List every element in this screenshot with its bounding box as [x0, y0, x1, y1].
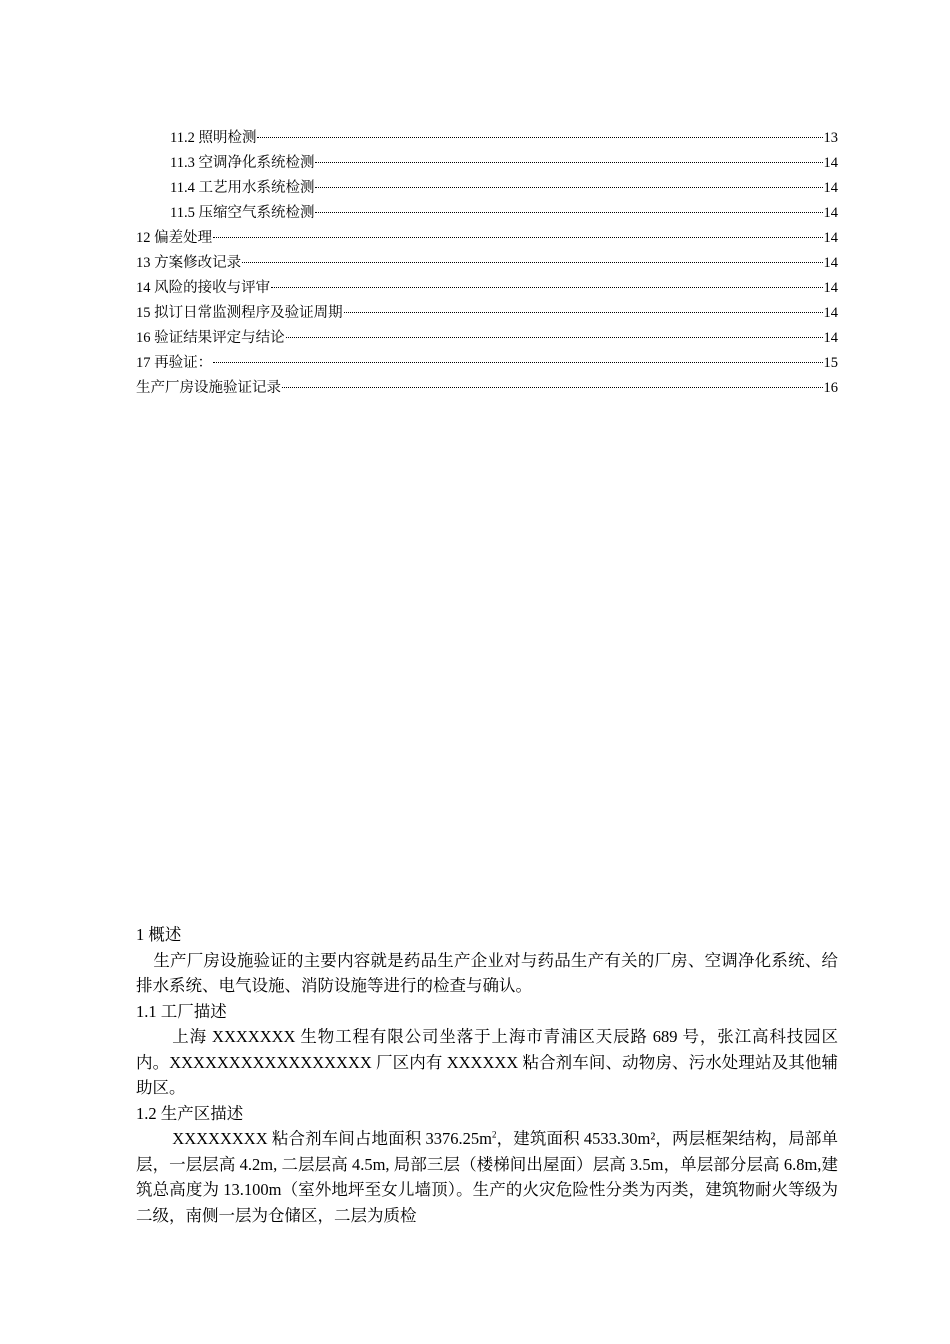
toc-dot-leader — [271, 287, 822, 288]
toc-entry[interactable] — [136, 151, 838, 176]
toc-entry-label: 14 风险的接收与评审 — [136, 280, 271, 296]
toc-entry-page: 14 — [823, 155, 838, 171]
toc-dot-leader — [344, 312, 823, 313]
toc-entry-page: 15 — [823, 355, 838, 371]
toc-dot-leader — [315, 187, 822, 188]
toc-entry-label: 15 拟订日常监测程序及验证周期 — [136, 305, 343, 321]
toc-dot-leader — [242, 262, 822, 263]
toc-entry-page: 13 — [823, 130, 838, 146]
section-heading-1-1: 1.1 工厂描述 — [136, 1001, 227, 1021]
toc-entry[interactable] — [136, 326, 838, 351]
section-paragraph-1: 生产厂房设施验证的主要内容就是药品生产企业对与药品生产有关的厂房、空调净化系统、给排水系统、电气设施、消防设施等进行的检查与确认。 — [136, 950, 838, 995]
toc-entry-page: 14 — [823, 230, 838, 246]
section-heading-1: 1 概述 — [136, 925, 182, 944]
toc-entry-page: 14 — [823, 330, 838, 346]
toc-dot-leader — [213, 362, 822, 363]
toc-dot-leader — [286, 337, 823, 338]
toc-entry[interactable] — [136, 201, 838, 226]
toc-entry[interactable] — [136, 176, 838, 201]
toc-entry[interactable] — [136, 376, 838, 401]
toc-entry-label: 生产厂房设施验证记录 — [136, 380, 281, 396]
toc-entry-label: 11.3 空调净化系统检测 — [170, 155, 315, 171]
toc-dot-leader — [315, 162, 822, 163]
table-of-contents — [136, 126, 838, 401]
toc-entry-label: 17 再验证： — [136, 355, 213, 371]
paragraph-text-part: ，建筑面积 4533.30m²，两层框架结构，局部单层，一层层高 4.2m, 二层层高 4.5m, 局部三层（楼梯间出屋面）层高 3.5m，单层部分层高 6.8m,建筑总高度为 13.100m（室外地坪至女儿墙顶）。生产的火灾危险性分类为丙类，建筑物耐火等级为二级，南侧一层为仓储区，二层为质检 — [136, 1129, 839, 1225]
toc-entry[interactable] — [136, 251, 838, 276]
toc-entry-page: 14 — [823, 205, 838, 221]
document-body — [136, 922, 838, 1228]
toc-entry[interactable] — [136, 226, 838, 251]
toc-entry[interactable] — [136, 126, 838, 151]
toc-dot-leader — [213, 237, 822, 238]
toc-dot-leader — [282, 387, 823, 388]
toc-entry[interactable] — [136, 276, 838, 301]
toc-entry-label: 12 偏差处理 — [136, 230, 213, 246]
section-heading-1-2: 1.2 生产区描述 — [136, 1103, 244, 1123]
toc-entry-label: 11.5 压缩空气系统检测 — [170, 205, 315, 221]
toc-entry[interactable] — [136, 301, 838, 326]
toc-entry-label: 11.4 工艺用水系统检测 — [170, 180, 315, 196]
toc-entry[interactable] — [136, 351, 838, 376]
toc-entry-page: 16 — [823, 380, 838, 396]
section-paragraph-1-1: 上海 XXXXXXX 生物工程有限公司坐落于上海市青浦区天辰路 689 号，张江高科技园区内。XXXXXXXXXXXXXXXXX 厂区内有 XXXXXX 粘合剂车间、动物房、污水处理站及其他辅助区。 — [136, 1027, 838, 1097]
toc-entry-label: 16 验证结果评定与结论 — [136, 330, 285, 346]
toc-dot-leader — [315, 212, 822, 213]
toc-entry-label: 11.2 照明检测 — [170, 130, 257, 146]
toc-entry-page: 14 — [823, 255, 838, 271]
section-paragraph-1-2 — [136, 1126, 838, 1228]
toc-entry-page: 14 — [823, 180, 838, 196]
toc-entry-page: 14 — [823, 305, 838, 321]
toc-entry-label: 13 方案修改记录 — [136, 255, 242, 271]
toc-dot-leader — [257, 137, 822, 138]
toc-entry-page: 14 — [823, 280, 838, 296]
paragraph-text-part: XXXXXXXX 粘合剂车间占地面积 3376.25m — [172, 1129, 493, 1148]
superscript: 2 — [492, 1129, 497, 1140]
